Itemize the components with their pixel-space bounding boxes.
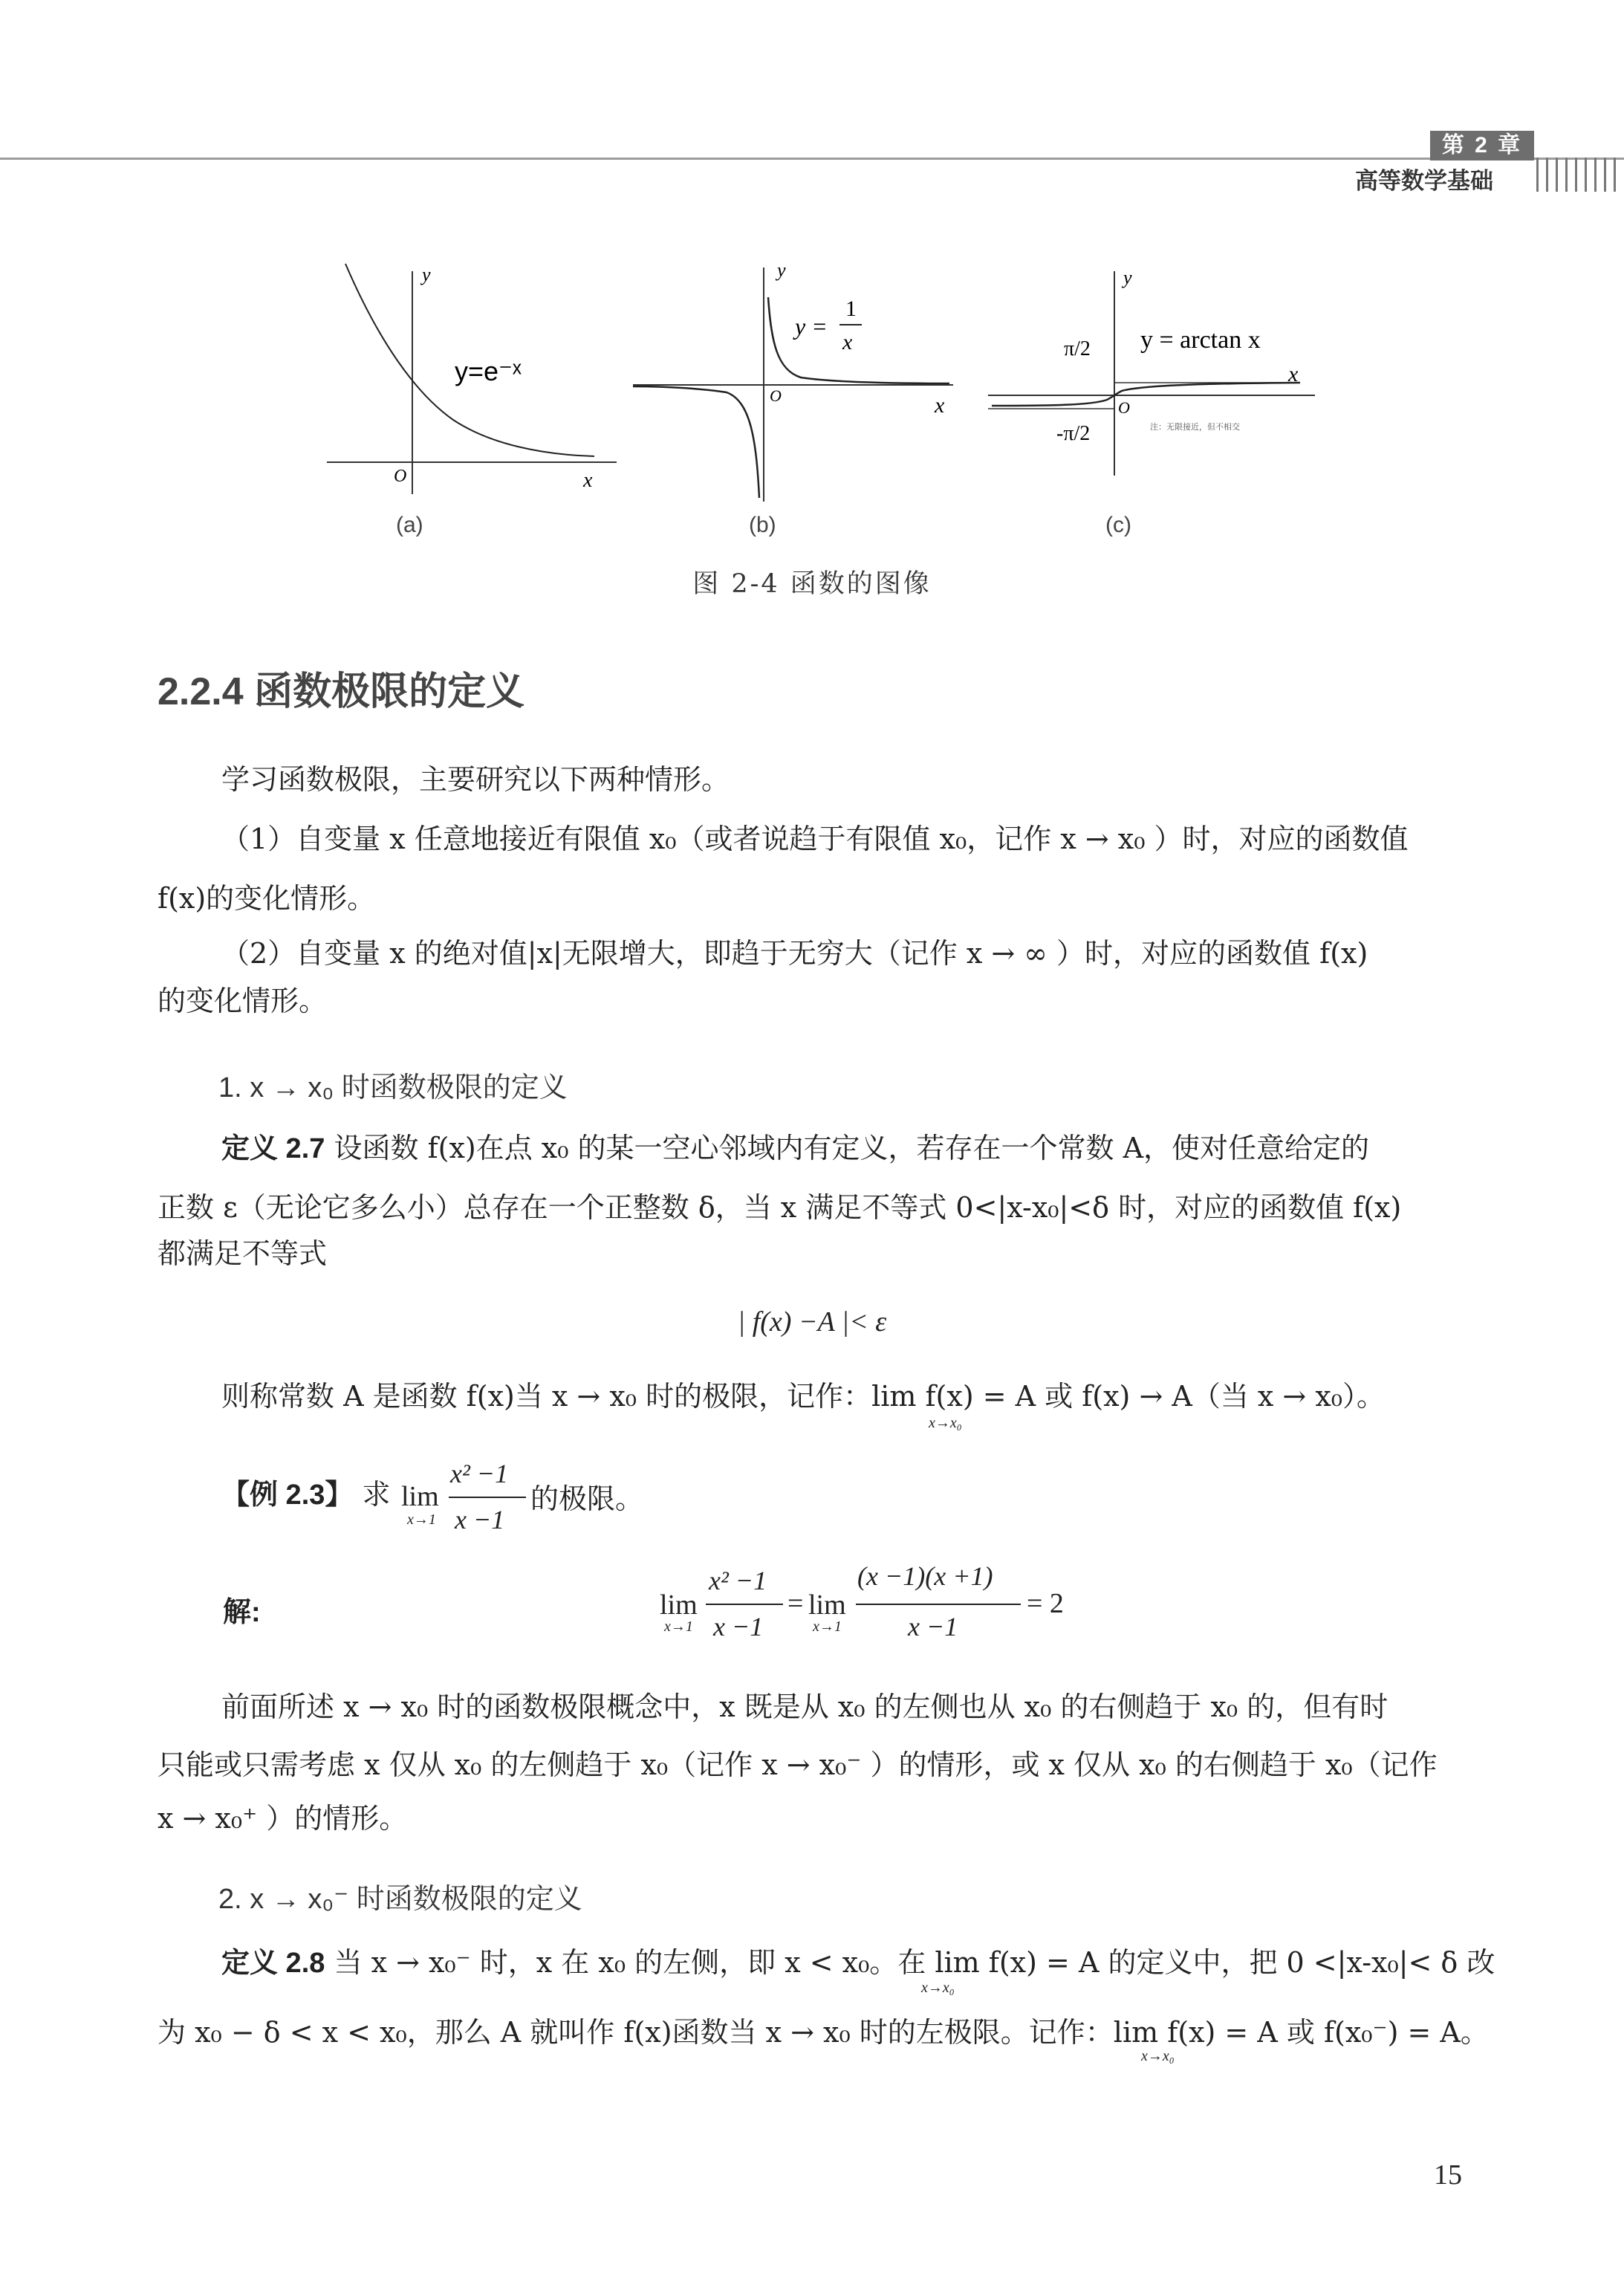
figure-panel-a [319, 253, 631, 498]
solution-numerator-1: x² −1 [709, 1566, 767, 1595]
definition-label: 定义 2.7 [221, 1133, 325, 1164]
case2-line1: （2）自变量 x 的绝对值|x|无限增大，即趋于无穷大（记作 x → ∞ ）时，对应的函数值 f(x) [221, 937, 1368, 970]
chapter-badge: 第 2 章 [1430, 131, 1534, 161]
x-axis-label: x [583, 469, 593, 492]
curve-label-lhs: y = [795, 313, 828, 340]
example-label: 【例 2.3】 [221, 1479, 354, 1511]
figure-caption: 图 2-4 函数的图像 [692, 569, 932, 599]
origin-label: O [770, 386, 782, 405]
asymptote-note: 注：无限接近，但不相交 [1150, 422, 1240, 432]
example-fraction-bar [449, 1497, 526, 1498]
arctan-curve [992, 383, 1300, 406]
solution-fraction-bar-1 [706, 1604, 783, 1605]
definition-2-8-line1 [221, 1935, 1495, 1991]
example-denominator: x −1 [455, 1505, 505, 1534]
solution-result: = 2 [1027, 1588, 1064, 1619]
subsection-1-title: 1. x → x₀ 时函数极限的定义 [218, 1072, 568, 1103]
solution-lim-1: lim [660, 1589, 698, 1621]
equals-sign: = [787, 1588, 804, 1619]
definition-text: 当 x → x₀⁻ 时，x 在 x₀ 的左侧，即 x < x₀。在 lim f(x) = A 的定义中，把 0 <|x-x₀|< δ 改 [334, 1946, 1495, 1979]
y-axis-label: y [422, 264, 431, 285]
hyperbola-right-branch [768, 297, 949, 383]
definition-2-7-line2: 正数 ε（无论它多么小）总存在一个正整数 δ，当 x 满足不等式 0<|x-x₀|<δ 时，对应的函数值 f(x) [157, 1191, 1402, 1224]
curve-label-denominator: x [842, 330, 853, 354]
panel-c-tag: (c) [1105, 513, 1131, 537]
case1-line1: （1）自变量 x 任意地接近有限值 x₀（或者说趋于有限值 x₀，记作 x → x₀ ）时，对应的函数值 [221, 823, 1409, 855]
inequality: | f(x) −A |< ε [737, 1306, 887, 1338]
definition-2-8-line2-sub: x→x₀ [1141, 2048, 1175, 2064]
solution-label: 解: [223, 1597, 261, 1628]
example-lim: lim [401, 1481, 439, 1512]
definition-text: 设函数 f(x)在点 x₀ 的某一空心邻域内有定义，若存在一个常数 A，使对任意给定的 [334, 1132, 1370, 1164]
origin-label: O [394, 467, 407, 486]
curve-label: y=e⁻ˣ [455, 356, 522, 386]
header-tick-decoration [1536, 158, 1618, 192]
example-2-3 [221, 1471, 391, 1512]
definition-2-8-line2: 为 x₀ − δ < x < x₀，那么 A 就叫作 f(x)函数当 x → x₀ 时的左极限。记作：lim f(x) = A 或 f(x₀⁻) = A。 [157, 2016, 1489, 2049]
y-axis-label: y [777, 259, 786, 281]
solution-lim-2: lim [808, 1589, 846, 1621]
curve-label: y = arctan x [1140, 326, 1261, 354]
limit-notation-line: 则称常数 A 是函数 f(x)当 x → x₀ 时的极限，记作：lim f(x) = A 或 f(x) → A（当 x → x₀）。 [221, 1380, 1385, 1413]
example-numerator: x² −1 [450, 1459, 509, 1488]
one-sided-para-line3: x → x₀⁺ ）的情形。 [157, 1802, 408, 1835]
figure-panel-b [630, 253, 957, 505]
solution-lim-2-sub: x→1 [813, 1618, 842, 1635]
case2-line2: 的变化情形。 [157, 985, 328, 1017]
curve-label-numerator: 1 [845, 296, 857, 321]
y-axis-label: y [1123, 267, 1132, 288]
case1-line2: f(x)的变化情形。 [157, 882, 376, 915]
solution-lim-1-sub: x→1 [664, 1618, 693, 1635]
definition-label: 定义 2.8 [221, 1948, 325, 1979]
definition-2-7-line3: 都满足不等式 [157, 1237, 328, 1270]
panel-b-tag: (b) [749, 513, 776, 537]
example-prefix: 求 [362, 1478, 391, 1511]
pi-half-label: π/2 [1064, 337, 1091, 360]
chapter-subtitle: 高等数学基础 [1355, 168, 1493, 194]
solution-numerator-2: (x −1)(x +1) [857, 1561, 993, 1591]
page-number: 15 [1434, 2159, 1462, 2191]
section-title: 2.2.4 函数极限的定义 [157, 670, 525, 713]
panel-a-tag: (a) [396, 513, 423, 537]
origin-label: O [1118, 398, 1130, 417]
solution-denominator-2: x −1 [908, 1612, 958, 1641]
figure-panel-c [988, 260, 1315, 483]
subsection-2-title: 2. x → x₀⁻ 时函数极限的定义 [218, 1884, 582, 1915]
x-axis-label: x [1288, 362, 1299, 386]
example-lim-sub: x→1 [407, 1511, 436, 1528]
definition-2-7-line1 [221, 1121, 1369, 1176]
limit-subscript: x→x₀ [929, 1415, 962, 1431]
header-rule [0, 158, 1624, 160]
one-sided-para-line1: 前面所述 x → x₀ 时的函数极限概念中，x 既是从 x₀ 的左侧也从 x₀ 的右侧趋于 x₀ 的，但有时 [221, 1691, 1388, 1723]
definition-2-8-lim-sub: x→x₀ [921, 1980, 955, 1996]
example-suffix: 的极限。 [530, 1482, 644, 1515]
hyperbola-left-branch [633, 386, 759, 498]
solution-denominator-1: x −1 [713, 1612, 764, 1641]
solution-fraction-bar-2 [856, 1604, 1021, 1605]
x-axis-label: x [935, 393, 945, 418]
intro-paragraph: 学习函数极限，主要研究以下两种情形。 [221, 763, 730, 796]
one-sided-para-line2: 只能或只需考虑 x 仅从 x₀ 的左侧趋于 x₀（记作 x → x₀⁻ ）的情形，或 x 仅从 x₀ 的右侧趋于 x₀（记作 [157, 1748, 1438, 1781]
neg-pi-half-label: -π/2 [1056, 422, 1091, 445]
